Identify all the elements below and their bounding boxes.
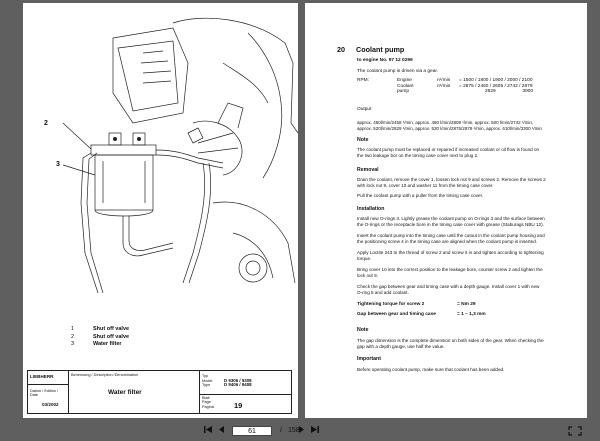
sheet-page-number: 19 [234, 401, 243, 410]
output-line: approx. 450l/min/2458 ¹/min, approx. 480 l/min/2808 ¹/min, approx. 500 l/min/2742 ¹/min, [357, 120, 534, 125]
page-number-input[interactable]: 61 [232, 426, 272, 436]
chapter-title: Coolant pump [356, 45, 405, 54]
output-line: approx. 520l/min/2829 ¹/min, approx. 530 l/min/2875/2879 ¹/min, approx. 610l/min/3300 ¹/min [357, 126, 542, 131]
pump-label: Coolant pump [397, 83, 414, 95]
divider [28, 384, 68, 385]
page-label-line: Page [202, 400, 211, 405]
page-label-line: Pagina [202, 404, 214, 409]
page-navigation-toolbar [0, 419, 600, 441]
rpm-label: RPM: [357, 78, 369, 83]
installation-text: Insert the coolant pump into the timing case until the cutout in the coolant pump housing and [357, 233, 545, 238]
prev-page-icon[interactable] [218, 425, 225, 434]
installation-text: the O-rings or the receptacle bore in the timing case cover with grease (Staburags NBU 12). [357, 222, 544, 227]
chapter-number: 20 [337, 45, 345, 54]
parts-legend [71, 326, 129, 349]
legend-number: 2 [71, 333, 75, 340]
removal-text: Pull the coolant pump with a puller from the timing case cover. [357, 193, 484, 198]
torque-label: Tightening torque for screw 2 [357, 302, 425, 307]
note-text: gap with a depth gauge, use half the value. [357, 344, 445, 349]
description-label: Benennung / Description /Denomination [71, 373, 139, 377]
right-page [305, 3, 587, 418]
legend-item [71, 341, 129, 349]
legend-number: 1 [71, 326, 75, 332]
legend-item [71, 334, 129, 342]
fullscreen-icon[interactable] [568, 426, 582, 436]
installation-text: the positioning screw 4 in the timing case are aligned when the coolant pump is inserted. [357, 239, 538, 244]
title-block [27, 370, 292, 414]
important-heading: Important [357, 356, 381, 362]
installation-text: Check the gap between gear and timing case with a depth gauge. Install cover 1 with new [357, 284, 540, 289]
removal-text: with lock nut 9, cover 10 and washer 11 from the timing case cover. [357, 183, 494, 188]
engine-label: Engine [397, 78, 412, 83]
gap-label: Gap between gear and timing case [357, 312, 436, 317]
pump-unit: n¹/min [437, 83, 451, 89]
installation-text: torque. [357, 256, 372, 261]
installation-text: Bring cover 10 into the correct position to the leakage bore, counter screw 2 and tighten the [357, 267, 543, 272]
model-label: Model [202, 378, 213, 383]
engine-number: to engine No. 97 12 0299 [357, 58, 413, 63]
last-page-icon[interactable] [310, 425, 319, 434]
divider [68, 371, 69, 413]
intro-text: The coolant pump is driven via a gear. [357, 69, 439, 74]
removal-text: Drain the coolant, remove the cover 1, loosen lock nut 9 and screws 2. Remove the screws 2 [357, 177, 546, 182]
engine-values: = 1500 / 1800 / 1900 / 2000 / 2100 [459, 78, 533, 83]
water-filter-drawing [23, 3, 298, 303]
typ-label: Typ [202, 374, 209, 378]
gap-value: = 1 – 1,3 mm [457, 312, 486, 317]
model-value: D 9406 / 9408 [224, 382, 252, 388]
date-label-line: Date [30, 393, 39, 398]
installation-text: lock nut 9. [357, 273, 378, 278]
installation-heading: Installation [357, 206, 385, 212]
legend-label: Water filter [93, 341, 122, 347]
model-info [202, 374, 290, 388]
note-heading: Note [357, 137, 369, 143]
note-text: The gap dimension is the complete dimension on both sides of the gear. When checking the [357, 338, 544, 343]
callout-2: 2 [44, 120, 48, 127]
legend-label: Shut off valve [93, 326, 130, 332]
chapter-heading [337, 45, 404, 54]
legend-number: 3 [71, 341, 75, 347]
company-name: LIEBHERR [30, 374, 54, 379]
description-title: Water filter [108, 389, 142, 396]
legend-label: Shut off valve [93, 333, 130, 340]
date-label-line: Datum / Edition / [30, 389, 59, 393]
divider [199, 371, 200, 413]
page-label [202, 396, 214, 409]
note-heading: Note [357, 327, 369, 333]
pump-values-2: 2829 3000 [485, 89, 533, 95]
page-label-line: Blatt [202, 396, 210, 400]
note-text: The coolant pump must be replaced or repaired if increased coolant or oil flow is found on [357, 147, 540, 152]
callout-3: 3 [56, 161, 60, 168]
legend-item [71, 326, 129, 334]
date-label [30, 389, 68, 398]
installation-text: O-ring 5 and add coolant. [357, 290, 409, 295]
page-separator: / [280, 427, 282, 434]
removal-heading: Removal [357, 167, 379, 173]
total-pages: 158 [288, 427, 300, 434]
type-label: Type [202, 383, 211, 388]
first-page-icon[interactable] [204, 425, 213, 434]
torque-value: = Nm 29 [457, 302, 476, 307]
typ-value: D 9306 / 9308 [224, 377, 252, 383]
pump-values: = 2875 / 2460 / 2605 / 2742 / 2879 [459, 83, 533, 89]
divider [199, 394, 291, 395]
output-label: Output [357, 107, 372, 112]
important-text: Before operating coolant pump, make sure that coolant has been added. [357, 367, 505, 372]
left-page [23, 3, 298, 418]
engine-unit: n¹/min [437, 78, 451, 83]
edition-date: 03/2002 [42, 402, 59, 407]
installation-text: Apply Loctite 243 to the thread of screw 2 and screw it in and tighten according to tightening [357, 250, 544, 255]
note-text: the two leakage bor on the timing case cover next to plug 2. [357, 153, 479, 158]
installation-text: Install new O-rings 3. Lightly grease the coolant pump on O-rings 3 and the surface between [357, 216, 545, 221]
